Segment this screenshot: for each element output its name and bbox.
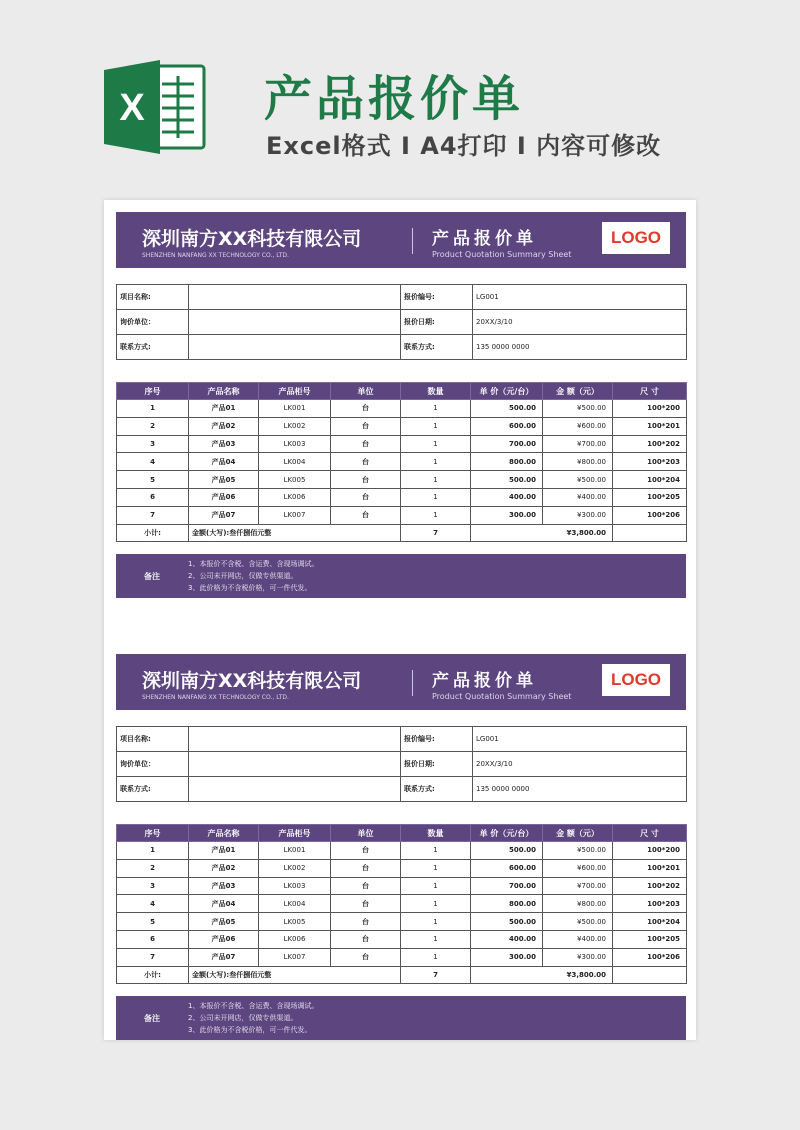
note-item: 2、公司未开网店，仅做专供渠道。: [188, 1014, 298, 1022]
cell-code[interactable]: LK007: [259, 948, 331, 966]
col-header: 产品柜号: [259, 825, 331, 842]
quote-date-field[interactable]: 20XX/3/10: [473, 310, 687, 335]
col-header: 单位: [331, 825, 401, 842]
cell-amount[interactable]: ¥500.00: [543, 913, 613, 931]
subtotal-label: 小计:: [117, 966, 189, 984]
quote-no-label: 报价编号:: [401, 727, 473, 752]
contact2-label: 联系方式:: [401, 777, 473, 802]
col-header: 产品柜号: [259, 383, 331, 400]
cell-size[interactable]: 100*200: [613, 842, 687, 860]
logo-placeholder: LOGO: [602, 664, 670, 696]
project-label: 项目名称:: [117, 285, 189, 310]
cell-unit[interactable]: 台: [331, 400, 401, 418]
cell-qty[interactable]: 1: [401, 930, 471, 948]
cell-price[interactable]: 800.00: [471, 895, 543, 913]
cell-no[interactable]: 6: [117, 930, 189, 948]
cell-price[interactable]: 500.00: [471, 471, 543, 489]
cell-code[interactable]: LK004: [259, 453, 331, 471]
project-field[interactable]: [189, 285, 401, 310]
note-item: 3、此价格为不含税价格，可一件代发。: [188, 584, 312, 592]
cell-no[interactable]: 3: [117, 877, 189, 895]
cell-no[interactable]: 2: [117, 417, 189, 435]
company-name-en: SHENZHEN NANFANG XX TECHNOLOGY CO., LTD.: [142, 252, 289, 259]
cell-unit[interactable]: 台: [331, 913, 401, 931]
cell-price[interactable]: 800.00: [471, 453, 543, 471]
table-row: [117, 435, 687, 453]
logo-placeholder: LOGO: [602, 222, 670, 254]
col-header: 序号: [117, 383, 189, 400]
table-row: [117, 877, 687, 895]
product-table: [116, 382, 687, 542]
col-header: 单 价（元/台）: [471, 825, 543, 842]
header-divider: [412, 228, 413, 254]
cell-price[interactable]: 400.00: [471, 930, 543, 948]
company-name: 深圳南方XX科技有限公司: [142, 670, 362, 692]
cell-size[interactable]: 100*200: [613, 400, 687, 418]
cell-code[interactable]: LK002: [259, 859, 331, 877]
subtotal-blank[interactable]: [613, 966, 687, 984]
cell-price[interactable]: 700.00: [471, 877, 543, 895]
cell-size[interactable]: 100*204: [613, 471, 687, 489]
cell-size[interactable]: 100*206: [613, 506, 687, 524]
col-header: 单位: [331, 383, 401, 400]
cell-no[interactable]: 7: [117, 506, 189, 524]
table-row: [117, 453, 687, 471]
cell-amount[interactable]: ¥800.00: [543, 895, 613, 913]
cell-unit[interactable]: 台: [331, 877, 401, 895]
header-divider: [412, 670, 413, 696]
cell-amount[interactable]: ¥500.00: [543, 842, 613, 860]
cell-code[interactable]: LK002: [259, 417, 331, 435]
cell-name[interactable]: 产品03: [189, 877, 259, 895]
doc-title-en: Product Quotation Summary Sheet: [432, 250, 572, 259]
contact-label: 联系方式:: [117, 335, 189, 360]
subtotal-amount[interactable]: ¥3,800.00: [471, 524, 613, 542]
cell-size[interactable]: 100*203: [613, 895, 687, 913]
cell-qty[interactable]: 1: [401, 859, 471, 877]
template-banner: [0, 0, 800, 190]
cell-name[interactable]: 产品04: [189, 453, 259, 471]
cell-qty[interactable]: 1: [401, 435, 471, 453]
table-row: [117, 930, 687, 948]
svg-text:X: X: [119, 87, 145, 129]
project-label: 项目名称:: [117, 727, 189, 752]
cell-price[interactable]: 600.00: [471, 859, 543, 877]
table-row: [117, 859, 687, 877]
quote-no-label: 报价编号:: [401, 285, 473, 310]
product-table: [116, 824, 687, 984]
cell-name[interactable]: 产品06: [189, 930, 259, 948]
col-header: 金 额（元）: [543, 825, 613, 842]
cell-qty[interactable]: 1: [401, 913, 471, 931]
cell-qty[interactable]: 1: [401, 471, 471, 489]
quotation-form: [116, 212, 686, 592]
col-header: 产品名称: [189, 383, 259, 400]
col-header: 尺 寸: [613, 383, 687, 400]
cell-no[interactable]: 4: [117, 895, 189, 913]
notes-list: [188, 1000, 318, 1036]
contact-label: 联系方式:: [117, 777, 189, 802]
cell-unit[interactable]: 台: [331, 453, 401, 471]
project-field[interactable]: [189, 727, 401, 752]
subtotal-row: [117, 966, 687, 984]
col-header: 产品名称: [189, 825, 259, 842]
cell-amount[interactable]: ¥400.00: [543, 488, 613, 506]
notes-label: 备注: [144, 571, 160, 581]
cell-name[interactable]: 产品05: [189, 471, 259, 489]
contact2-label: 联系方式:: [401, 335, 473, 360]
cell-unit[interactable]: 台: [331, 859, 401, 877]
quote-date-label: 报价日期:: [401, 752, 473, 777]
cell-name[interactable]: 产品02: [189, 859, 259, 877]
cell-qty[interactable]: 1: [401, 948, 471, 966]
notes-list: [188, 558, 318, 594]
cell-code[interactable]: LK007: [259, 506, 331, 524]
cell-qty[interactable]: 1: [401, 417, 471, 435]
table-header-row: [117, 825, 687, 842]
cell-no[interactable]: 3: [117, 435, 189, 453]
cell-size[interactable]: 100*205: [613, 488, 687, 506]
cell-name[interactable]: 产品05: [189, 913, 259, 931]
cell-no[interactable]: 5: [117, 913, 189, 931]
cell-code[interactable]: LK006: [259, 488, 331, 506]
table-row: [117, 417, 687, 435]
col-header: 单 价（元/台）: [471, 383, 543, 400]
cell-size[interactable]: 100*206: [613, 948, 687, 966]
col-header: 序号: [117, 825, 189, 842]
cell-qty[interactable]: 1: [401, 488, 471, 506]
cell-price[interactable]: 400.00: [471, 488, 543, 506]
cell-no[interactable]: 4: [117, 453, 189, 471]
quotation-sheet: [104, 200, 696, 1040]
table-row: [117, 400, 687, 418]
doc-title: 产品报价单: [432, 671, 537, 691]
cell-unit[interactable]: 台: [331, 435, 401, 453]
cell-code[interactable]: LK001: [259, 842, 331, 860]
cell-name[interactable]: 产品07: [189, 948, 259, 966]
cell-price[interactable]: 500.00: [471, 913, 543, 931]
form-header: [116, 654, 686, 710]
cell-amount[interactable]: ¥600.00: [543, 417, 613, 435]
inquiry-label: 询价单位：: [117, 310, 189, 335]
cell-name[interactable]: 产品01: [189, 400, 259, 418]
subtotal-blank[interactable]: [613, 524, 687, 542]
note-item: 2、公司未开网店，仅做专供渠道。: [188, 572, 298, 580]
notes-label: 备注: [144, 1013, 160, 1023]
doc-title: 产品报价单: [432, 229, 537, 249]
company-name-en: SHENZHEN NANFANG XX TECHNOLOGY CO., LTD.: [142, 694, 289, 701]
cell-unit[interactable]: 台: [331, 895, 401, 913]
cell-no[interactable]: 6: [117, 488, 189, 506]
cell-size[interactable]: 100*201: [613, 859, 687, 877]
cell-qty[interactable]: 1: [401, 842, 471, 860]
note-item: 1、本报价不含税、含运费、含现场调试。: [188, 560, 319, 568]
cell-qty[interactable]: 1: [401, 877, 471, 895]
subtotal-qty[interactable]: 7: [401, 524, 471, 542]
table-row: [117, 471, 687, 489]
cell-qty[interactable]: 1: [401, 506, 471, 524]
cell-amount[interactable]: ¥800.00: [543, 453, 613, 471]
cell-no[interactable]: 5: [117, 471, 189, 489]
cell-unit[interactable]: 台: [331, 506, 401, 524]
cell-qty[interactable]: 1: [401, 895, 471, 913]
table-row: [117, 488, 687, 506]
cell-code[interactable]: LK003: [259, 435, 331, 453]
cell-name[interactable]: 产品03: [189, 435, 259, 453]
cell-no[interactable]: 7: [117, 948, 189, 966]
quote-no-field[interactable]: LG001: [473, 727, 687, 752]
cell-code[interactable]: LK005: [259, 471, 331, 489]
info-table: [116, 284, 687, 360]
subtotal-amount[interactable]: ¥3,800.00: [471, 966, 613, 984]
cell-price[interactable]: 500.00: [471, 400, 543, 418]
col-header: 数量: [401, 383, 471, 400]
notes-section: [116, 996, 686, 1040]
cell-amount[interactable]: ¥400.00: [543, 930, 613, 948]
cell-name[interactable]: 产品02: [189, 417, 259, 435]
table-row: [117, 948, 687, 966]
banner-subtitle: Excel格式 I A4打印 I 内容可修改: [266, 132, 662, 160]
table-row: [117, 506, 687, 524]
cell-name[interactable]: 产品07: [189, 506, 259, 524]
cell-qty[interactable]: 1: [401, 400, 471, 418]
col-header: 数量: [401, 825, 471, 842]
inquiry-field[interactable]: [189, 752, 401, 777]
cell-no[interactable]: 1: [117, 842, 189, 860]
cell-size[interactable]: 100*202: [613, 435, 687, 453]
cell-name[interactable]: 产品01: [189, 842, 259, 860]
quote-date-field[interactable]: 20XX/3/10: [473, 752, 687, 777]
cell-size[interactable]: 100*201: [613, 417, 687, 435]
cell-no[interactable]: 2: [117, 859, 189, 877]
cell-unit[interactable]: 台: [331, 930, 401, 948]
form-header: [116, 212, 686, 268]
subtotal-label: 小计:: [117, 524, 189, 542]
quotation-form: [116, 654, 686, 1034]
inquiry-label: 询价单位：: [117, 752, 189, 777]
cell-name[interactable]: 产品06: [189, 488, 259, 506]
amount-in-words[interactable]: 金额(大写):叁仟捌佰元整: [189, 966, 401, 984]
col-header: 尺 寸: [613, 825, 687, 842]
cell-price[interactable]: 600.00: [471, 417, 543, 435]
cell-amount[interactable]: ¥500.00: [543, 471, 613, 489]
cell-size[interactable]: 100*204: [613, 913, 687, 931]
amount-in-words[interactable]: 金额(大写):叁仟捌佰元整: [189, 524, 401, 542]
cell-code[interactable]: LK006: [259, 930, 331, 948]
inquiry-field[interactable]: [189, 310, 401, 335]
cell-amount[interactable]: ¥700.00: [543, 435, 613, 453]
cell-name[interactable]: 产品04: [189, 895, 259, 913]
quote-no-field[interactable]: LG001: [473, 285, 687, 310]
doc-title-en: Product Quotation Summary Sheet: [432, 692, 572, 701]
note-item: 3、此价格为不含税价格，可一件代发。: [188, 1026, 312, 1034]
cell-unit[interactable]: 台: [331, 948, 401, 966]
col-header: 金 额（元）: [543, 383, 613, 400]
cell-unit[interactable]: 台: [331, 471, 401, 489]
cell-size[interactable]: 100*203: [613, 453, 687, 471]
cell-unit[interactable]: 台: [331, 488, 401, 506]
subtotal-qty[interactable]: 7: [401, 966, 471, 984]
cell-qty[interactable]: 1: [401, 453, 471, 471]
company-name: 深圳南方XX科技有限公司: [142, 228, 362, 250]
cell-price[interactable]: 500.00: [471, 842, 543, 860]
cell-price[interactable]: 700.00: [471, 435, 543, 453]
info-table: [116, 726, 687, 802]
table-row: [117, 842, 687, 860]
table-row: [117, 913, 687, 931]
cell-code[interactable]: LK001: [259, 400, 331, 418]
cell-unit[interactable]: 台: [331, 417, 401, 435]
cell-no[interactable]: 1: [117, 400, 189, 418]
cell-code[interactable]: LK003: [259, 877, 331, 895]
cell-price[interactable]: 300.00: [471, 506, 543, 524]
notes-section: [116, 554, 686, 598]
table-row: [117, 895, 687, 913]
cell-amount[interactable]: ¥700.00: [543, 877, 613, 895]
contact-field[interactable]: [189, 335, 401, 360]
cell-unit[interactable]: 台: [331, 842, 401, 860]
table-header-row: [117, 383, 687, 400]
cell-code[interactable]: LK004: [259, 895, 331, 913]
subtotal-row: [117, 524, 687, 542]
cell-code[interactable]: LK005: [259, 913, 331, 931]
banner-title: 产品报价单: [264, 71, 525, 127]
cell-amount[interactable]: ¥300.00: [543, 506, 613, 524]
contact-field[interactable]: [189, 777, 401, 802]
cell-amount[interactable]: ¥300.00: [543, 948, 613, 966]
cell-amount[interactable]: ¥500.00: [543, 400, 613, 418]
contact2-field[interactable]: 135 0000 0000: [473, 777, 687, 802]
cell-size[interactable]: 100*202: [613, 877, 687, 895]
cell-amount[interactable]: ¥600.00: [543, 859, 613, 877]
cell-price[interactable]: 300.00: [471, 948, 543, 966]
excel-icon: [104, 60, 206, 154]
quote-date-label: 报价日期:: [401, 310, 473, 335]
contact2-field[interactable]: 135 0000 0000: [473, 335, 687, 360]
cell-size[interactable]: 100*205: [613, 930, 687, 948]
note-item: 1、本报价不含税、含运费、含现场调试。: [188, 1002, 319, 1010]
